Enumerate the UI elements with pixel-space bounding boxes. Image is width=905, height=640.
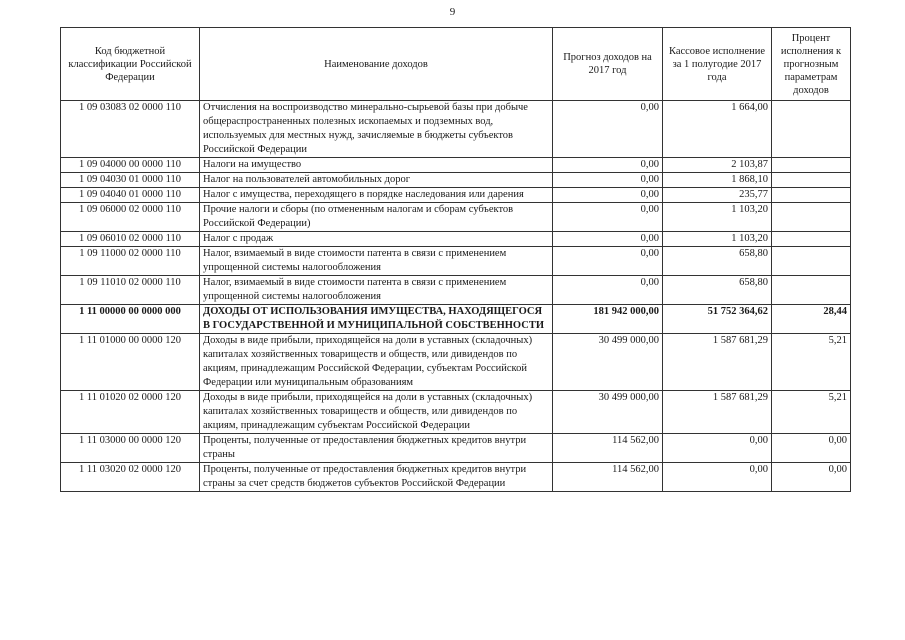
- cell-name: Прочие налоги и сборы (по отмененным налогам и сборам субъектов Российской Федерации): [200, 203, 553, 232]
- header-code: Код бюджетной классификации Российской Федерации: [61, 28, 200, 101]
- table-row: [61, 334, 851, 391]
- cell-execution: 1 664,00: [663, 101, 772, 158]
- table-row: [61, 434, 851, 463]
- cell-execution: 0,00: [663, 434, 772, 463]
- cell-percent: [772, 158, 851, 173]
- cell-percent: [772, 276, 851, 305]
- table-row: [61, 158, 851, 173]
- cell-forecast: 0,00: [553, 232, 663, 247]
- cell-code: 1 11 03000 00 0000 120: [61, 434, 200, 463]
- cell-code: 1 11 01020 02 0000 120: [61, 391, 200, 434]
- page-number: 9: [449, 6, 456, 18]
- cell-code: 1 09 03083 02 0000 110: [61, 101, 200, 158]
- table-row: [61, 391, 851, 434]
- cell-execution: 1 868,10: [663, 173, 772, 188]
- cell-execution: 1 103,20: [663, 232, 772, 247]
- table-header-row: [61, 28, 851, 101]
- cell-forecast: 30 499 000,00: [553, 391, 663, 434]
- cell-execution: 51 752 364,62: [663, 305, 772, 334]
- cell-execution: 1 103,20: [663, 203, 772, 232]
- cell-code: 1 09 11010 02 0000 110: [61, 276, 200, 305]
- cell-code: 1 09 04030 01 0000 110: [61, 173, 200, 188]
- cell-name: Налог, взимаемый в виде стоимости патента в связи с применением упрощенной системы налогообложения: [200, 247, 553, 276]
- cell-percent: 5,21: [772, 334, 851, 391]
- cell-name: Проценты, полученные от предоставления бюджетных кредитов внутри страны: [200, 434, 553, 463]
- cell-name: Налог на пользователей автомобильных дорог: [200, 173, 553, 188]
- cell-forecast: 30 499 000,00: [553, 334, 663, 391]
- cell-forecast: 181 942 000,00: [553, 305, 663, 334]
- cell-name: Налог с имущества, переходящего в порядке наследования или дарения: [200, 188, 553, 203]
- cell-code: 1 09 06010 02 0000 110: [61, 232, 200, 247]
- cell-forecast: 0,00: [553, 203, 663, 232]
- cell-code: 1 09 06000 02 0000 110: [61, 203, 200, 232]
- header-execution: Кассовое исполнение за 1 полугодие 2017 года: [663, 28, 772, 101]
- cell-name: Проценты, полученные от предоставления бюджетных кредитов внутри страны за счет средств бюджетов субъектов Российской Федерации: [200, 463, 553, 492]
- cell-code: 1 11 03020 02 0000 120: [61, 463, 200, 492]
- cell-code: 1 09 11000 02 0000 110: [61, 247, 200, 276]
- table-row-section-total: [61, 305, 851, 334]
- table-row: [61, 173, 851, 188]
- cell-forecast: 0,00: [553, 276, 663, 305]
- cell-forecast: 114 562,00: [553, 434, 663, 463]
- cell-name: Налог, взимаемый в виде стоимости патента в связи с применением упрощенной системы налогообложения: [200, 276, 553, 305]
- cell-percent: [772, 247, 851, 276]
- cell-execution: 2 103,87: [663, 158, 772, 173]
- cell-execution: 1 587 681,29: [663, 391, 772, 434]
- table-row: [61, 232, 851, 247]
- cell-execution: 1 587 681,29: [663, 334, 772, 391]
- cell-percent: [772, 203, 851, 232]
- cell-percent: [772, 173, 851, 188]
- header-forecast: Прогноз доходов на 2017 год: [553, 28, 663, 101]
- cell-name: Налог с продаж: [200, 232, 553, 247]
- cell-forecast: 0,00: [553, 158, 663, 173]
- table-row: [61, 203, 851, 232]
- cell-execution: 235,77: [663, 188, 772, 203]
- cell-name: Доходы в виде прибыли, приходящейся на доли в уставных (складочных) капиталах хозяйственных товариществ и обществ, или дивидендов по акциям, принадлежащим субъектам Российской Федерации: [200, 391, 553, 434]
- header-percent: Процент исполнения к прогнозным параметрам доходов: [772, 28, 851, 101]
- table-row: [61, 463, 851, 492]
- cell-percent: 0,00: [772, 463, 851, 492]
- cell-name: Отчисления на воспроизводство минерально-сырьевой базы при добыче общераспространенных полезных ископаемых и подземных вод, используемых для местных нужд, зачисляемые в бюджеты субъектов Российской Федерации: [200, 101, 553, 158]
- cell-percent: [772, 232, 851, 247]
- cell-name: Доходы в виде прибыли, приходящейся на доли в уставных (складочных) капиталах хозяйственных товариществ и обществ, или дивидендов по акциям, принадлежащим Российской Федерации, субъектам Российской Федерации или муниципальным образованиям: [200, 334, 553, 391]
- cell-code: 1 09 04040 01 0000 110: [61, 188, 200, 203]
- cell-percent: [772, 101, 851, 158]
- cell-code: 1 09 04000 00 0000 110: [61, 158, 200, 173]
- table-row: [61, 276, 851, 305]
- table-row: [61, 101, 851, 158]
- revenue-table: [60, 27, 851, 492]
- cell-percent: 5,21: [772, 391, 851, 434]
- cell-forecast: 114 562,00: [553, 463, 663, 492]
- cell-name: Налоги на имущество: [200, 158, 553, 173]
- cell-forecast: 0,00: [553, 188, 663, 203]
- table-row: [61, 188, 851, 203]
- cell-forecast: 0,00: [553, 247, 663, 276]
- cell-code: 1 11 01000 00 0000 120: [61, 334, 200, 391]
- table-row: [61, 247, 851, 276]
- cell-execution: 0,00: [663, 463, 772, 492]
- cell-percent: [772, 188, 851, 203]
- cell-code: 1 11 00000 00 0000 000: [61, 305, 200, 334]
- cell-execution: 658,80: [663, 276, 772, 305]
- cell-percent: 0,00: [772, 434, 851, 463]
- cell-execution: 658,80: [663, 247, 772, 276]
- cell-name: ДОХОДЫ ОТ ИСПОЛЬЗОВАНИЯ ИМУЩЕСТВА, НАХОДЯЩЕГОСЯ В ГОСУДАРСТВЕННОЙ И МУНИЦИПАЛЬНОЙ СОБСТВЕННОСТИ: [200, 305, 553, 334]
- header-name: Наименование доходов: [200, 28, 553, 101]
- cell-percent: 28,44: [772, 305, 851, 334]
- cell-forecast: 0,00: [553, 101, 663, 158]
- cell-forecast: 0,00: [553, 173, 663, 188]
